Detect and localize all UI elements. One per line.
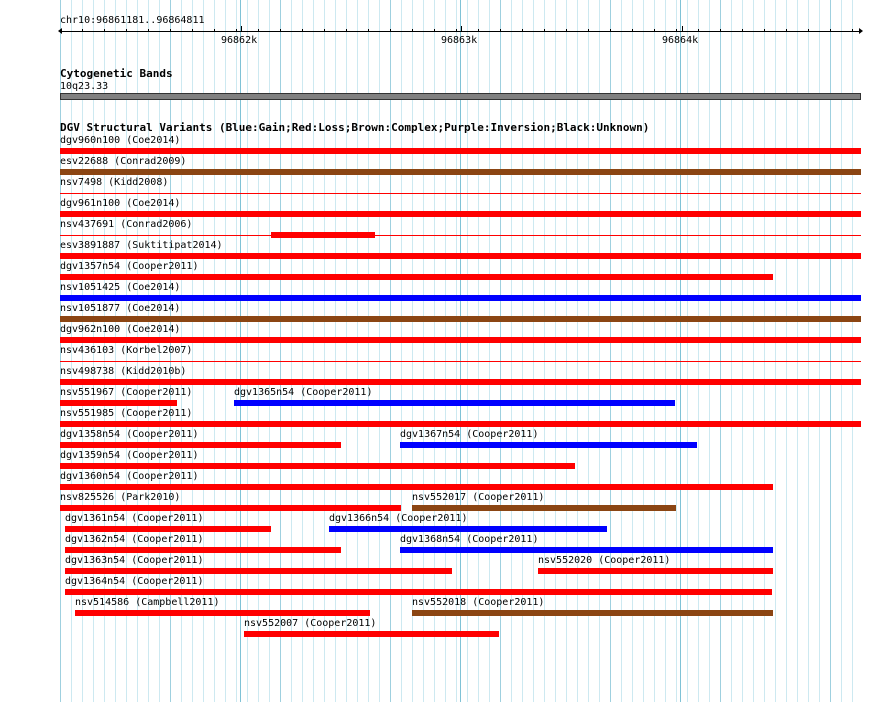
ruler-minor-tick [456,29,457,32]
cytoband-track-title: Cytogenetic Bands [60,67,173,80]
variant-label: esv22688 (Conrad2009) [60,156,187,167]
variant-label: nsv1051877 (Coe2014) [60,303,181,314]
variant-bar[interactable] [60,316,861,322]
ruler-minor-tick [368,29,369,32]
ruler-minor-tick [434,29,435,32]
ruler-minor-tick [412,29,413,32]
variant-label: nsv514586 (Campbell2011) [75,597,220,608]
variant-bar[interactable] [60,361,861,362]
variant-label: dgv1360n54 (Cooper2011) [60,471,199,482]
variant-label: dgv961n100 (Coe2014) [60,198,181,209]
variant-label: nsv552017 (Cooper2011) [412,492,545,503]
ruler-major-tick [461,26,462,32]
variant-label: dgv1362n54 (Cooper2011) [65,534,204,545]
ruler-minor-tick [390,29,391,32]
dgv-track-title: DGV Structural Variants (Blue:Gain;Red:Loss;Brown:Complex;Purple:Inversion;Black:Unknown) [60,121,650,134]
ruler-minor-tick [720,29,721,32]
ruler-minor-tick [632,29,633,32]
cytoband-bar[interactable] [60,93,861,100]
variant-bar[interactable] [60,211,861,217]
ruler-minor-tick [214,29,215,32]
variant-bar[interactable] [271,232,375,238]
variant-label: nsv551967 (Cooper2011) [60,387,193,398]
ruler-tick-label: 96863k [441,35,478,46]
variant-bar[interactable] [400,442,697,448]
ruler-minor-tick [346,29,347,32]
ruler-minor-tick [324,29,325,32]
ruler-minor-tick [764,29,765,32]
variant-bar[interactable] [60,253,861,259]
ruler-minor-tick [742,29,743,32]
variant-bar[interactable] [412,505,676,511]
ruler-minor-tick [566,29,567,32]
ruler-minor-tick [192,29,193,32]
variant-label: nsv498738 (Kidd2010b) [60,366,187,377]
cytoband-name: 10q23.33 [60,81,109,92]
ruler-minor-tick [258,29,259,32]
variant-bar[interactable] [65,568,452,574]
variant-label: dgv1363n54 (Cooper2011) [65,555,204,566]
variant-label: dgv1364n54 (Cooper2011) [65,576,204,587]
variant-label: esv3891887 (Suktitipat2014) [60,240,223,251]
variant-bar[interactable] [538,568,773,574]
ruler-minor-tick [104,29,105,32]
ruler-minor-tick [280,29,281,32]
variant-bar[interactable] [60,463,575,469]
ruler-minor-tick [654,29,655,32]
variant-bar[interactable] [60,484,773,490]
variant-bar[interactable] [60,295,861,301]
variant-label: dgv1367n54 (Cooper2011) [400,429,539,440]
ruler-tick-label: 96862k [221,35,258,46]
ruler-minor-tick [236,29,237,32]
variant-label: dgv1368n54 (Cooper2011) [400,534,539,545]
region-label: chr10:96861181..96864811 [60,15,205,26]
ruler-minor-tick [610,29,611,32]
variant-bar[interactable] [60,337,861,343]
variant-bar[interactable] [60,421,861,427]
variant-label: dgv1358n54 (Cooper2011) [60,429,199,440]
variant-bar[interactable] [329,526,607,532]
ruler-minor-tick [500,29,501,32]
ruler-minor-tick [478,29,479,32]
variant-label: dgv1365n54 (Cooper2011) [234,387,373,398]
variant-bar[interactable] [60,235,861,236]
ruler-tick-label: 96864k [662,35,699,46]
variant-label: dgv1366n54 (Cooper2011) [329,513,468,524]
variant-bar[interactable] [60,379,861,385]
variant-bar[interactable] [65,589,772,595]
ruler-left-arrow [58,28,62,34]
variant-label: dgv962n100 (Coe2014) [60,324,181,335]
ruler-minor-tick [786,29,787,32]
variant-bar[interactable] [65,526,271,532]
variant-bar[interactable] [60,400,177,406]
variant-bar[interactable] [65,547,341,553]
ruler-minor-tick [522,29,523,32]
ruler-minor-tick [170,29,171,32]
variant-label: nsv552020 (Cooper2011) [538,555,671,566]
ruler-minor-tick [544,29,545,32]
variant-label: dgv1361n54 (Cooper2011) [65,513,204,524]
ruler-minor-tick [588,29,589,32]
variant-bar[interactable] [234,400,675,406]
ruler-right-arrow [859,28,863,34]
variant-bar[interactable] [400,547,773,553]
variant-label: nsv825526 (Park2010) [60,492,181,503]
ruler-minor-tick [126,29,127,32]
ruler-minor-tick [148,29,149,32]
ruler-minor-tick [302,29,303,32]
ruler-minor-tick [82,29,83,32]
ruler-minor-tick [830,29,831,32]
ruler-minor-tick [698,29,699,32]
variant-label: dgv1359n54 (Cooper2011) [60,450,199,461]
variant-bar[interactable] [60,169,861,175]
ruler-major-tick [682,26,683,32]
variant-label: nsv1051425 (Coe2014) [60,282,181,293]
variant-bar[interactable] [244,631,499,637]
variant-bar[interactable] [60,148,861,154]
variant-bar[interactable] [75,610,370,616]
variant-label: dgv960n100 (Coe2014) [60,135,181,146]
variant-label: nsv437691 (Conrad2006) [60,219,193,230]
variant-bar[interactable] [60,274,773,280]
variant-label: nsv7498 (Kidd2008) [60,177,169,188]
variant-label: nsv552018 (Cooper2011) [412,597,545,608]
ruler-major-tick [241,26,242,32]
variant-bar[interactable] [60,193,861,194]
ruler-minor-tick [808,29,809,32]
variant-label: dgv1357n54 (Cooper2011) [60,261,199,272]
variant-label: nsv551985 (Cooper2011) [60,408,193,419]
ruler-minor-tick [676,29,677,32]
ruler-minor-tick [852,29,853,32]
variant-bar[interactable] [60,505,401,511]
variant-label: nsv552007 (Cooper2011) [244,618,377,629]
variant-bar[interactable] [60,442,341,448]
variant-label: nsv436103 (Korbel2007) [60,345,193,356]
variant-bar[interactable] [412,610,773,616]
